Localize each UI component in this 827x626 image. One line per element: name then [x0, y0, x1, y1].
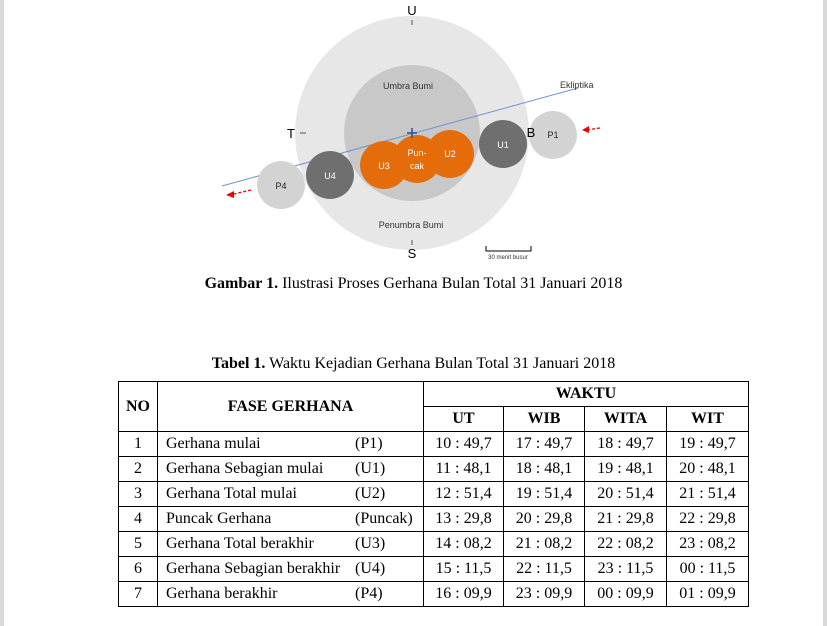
header-wib: WIB [504, 407, 585, 432]
row-code: (U1) [355, 457, 424, 482]
row-wit: 21 : 51,4 [667, 482, 749, 507]
row-code: (P1) [355, 432, 424, 457]
scale-bar [486, 246, 531, 251]
row-wit: 19 : 49,7 [667, 432, 749, 457]
moon-path-left [234, 190, 251, 194]
row-ut: 13 : 29,8 [424, 507, 504, 532]
east-label: T [287, 126, 295, 141]
header-phase: FASE GERHANA [158, 382, 424, 432]
moon-u3-label: U3 [378, 161, 390, 171]
row-wita: 22 : 08,2 [585, 532, 667, 557]
figure-caption-label: Gambar 1. [204, 275, 279, 292]
row-wita: 18 : 49,7 [585, 432, 667, 457]
moon-peak-label-2: cak [409, 161, 425, 171]
row-phase: Gerhana mulai [158, 432, 356, 457]
row-wit: 01 : 09,9 [667, 582, 749, 607]
figure-caption-text: Ilustrasi Proses Gerhana Bulan Total 31 Januari 2018 [278, 275, 623, 292]
arrow-head-right [582, 126, 589, 133]
row-no: 6 [119, 557, 158, 582]
row-phase: Gerhana Total berakhir [158, 532, 356, 557]
row-no: 2 [119, 457, 158, 482]
table-caption-text: Waktu Kejadian Gerhana Bulan Total 31 Januari 2018 [265, 355, 616, 372]
scale-label: 30 menit busur [488, 255, 528, 261]
moon-u2-label: U2 [444, 149, 456, 159]
row-ut: 15 : 11,5 [424, 557, 504, 582]
header-wita: WITA [585, 407, 667, 432]
row-wit: 22 : 29,8 [667, 507, 749, 532]
row-wit: 00 : 11,5 [667, 557, 749, 582]
row-wita: 23 : 11,5 [585, 557, 667, 582]
west-label: B [526, 125, 536, 140]
row-wit: 23 : 08,2 [667, 532, 749, 557]
header-no: NO [119, 382, 158, 432]
row-wib: 20 : 29,8 [504, 507, 585, 532]
row-code: (U3) [355, 532, 424, 557]
arrow-head-left [226, 191, 234, 198]
row-phase: Gerhana Total mulai [158, 482, 356, 507]
row-code: (U2) [355, 482, 424, 507]
row-code: (Puncak) [355, 507, 424, 532]
table-caption-label: Tabel 1. [211, 355, 266, 372]
eclipse-diagram [0, 0, 827, 270]
table-row [119, 482, 749, 507]
row-wita: 20 : 51,4 [585, 482, 667, 507]
row-no: 7 [119, 582, 158, 607]
table-row [119, 432, 749, 457]
header-ut: UT [424, 407, 504, 432]
table-row [119, 582, 749, 607]
row-phase: Gerhana Sebagian mulai [158, 457, 356, 482]
moon-peak-label-1: Pun- [407, 148, 427, 158]
header-wit: WIT [667, 407, 749, 432]
moon-peak [393, 135, 441, 183]
row-ut: 10 : 49,7 [424, 432, 504, 457]
row-wib: 23 : 09,9 [504, 582, 585, 607]
moon-u4-label: U4 [324, 171, 336, 181]
row-ut: 14 : 08,2 [424, 532, 504, 557]
umbra-label: Umbra Bumi [382, 81, 434, 91]
ecliptic-label: Ekliptika [560, 80, 594, 90]
row-wit: 20 : 48,1 [667, 457, 749, 482]
north-label: U [407, 3, 417, 18]
row-wita: 00 : 09,9 [585, 582, 667, 607]
moon-u1-label: U1 [497, 140, 509, 150]
row-ut: 12 : 51,4 [424, 482, 504, 507]
figure-caption [0, 275, 827, 293]
table-row [119, 457, 749, 482]
eclipse-times-table [118, 381, 749, 607]
row-no: 4 [119, 507, 158, 532]
row-ut: 11 : 48,1 [424, 457, 504, 482]
table-caption [0, 355, 827, 373]
row-wib: 18 : 48,1 [504, 457, 585, 482]
row-phase: Gerhana Sebagian berakhir [158, 557, 356, 582]
row-phase: Puncak Gerhana [158, 507, 356, 532]
row-code: (P4) [355, 582, 424, 607]
row-no: 1 [119, 432, 158, 457]
table-row [119, 532, 749, 557]
row-wib: 22 : 11,5 [504, 557, 585, 582]
moon-p4-label: P4 [275, 181, 287, 191]
south-label: S [407, 246, 417, 261]
row-no: 5 [119, 532, 158, 557]
row-wib: 21 : 08,2 [504, 532, 585, 557]
row-wita: 21 : 29,8 [585, 507, 667, 532]
header-time: WAKTU [424, 382, 749, 407]
row-no: 3 [119, 482, 158, 507]
table-row [119, 557, 749, 582]
moon-p1-label: P1 [547, 130, 559, 140]
penumbra-label: Penumbra Bumi [378, 220, 444, 230]
row-wita: 19 : 48,1 [585, 457, 667, 482]
row-phase: Gerhana berakhir [158, 582, 356, 607]
row-wib: 17 : 49,7 [504, 432, 585, 457]
row-wib: 19 : 51,4 [504, 482, 585, 507]
row-ut: 16 : 09,9 [424, 582, 504, 607]
row-code: (U4) [355, 557, 424, 582]
table-row [119, 507, 749, 532]
